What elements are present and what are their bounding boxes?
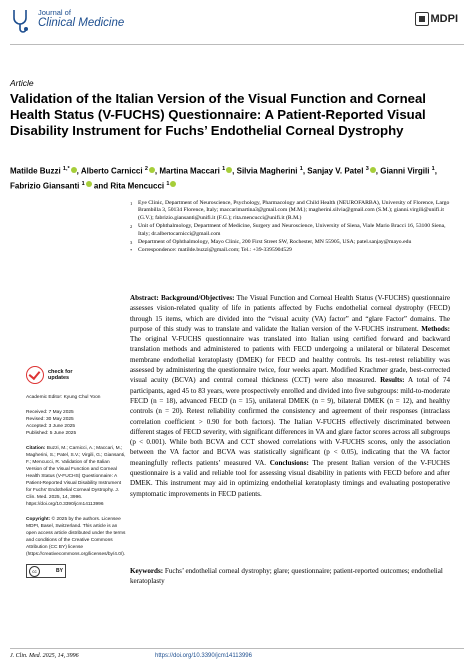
header-divider xyxy=(10,44,464,45)
footer-doi-link[interactable]: https://doi.org/10.3390/jcm14113996 xyxy=(155,653,252,659)
author-affiliation-mark: 1,* xyxy=(62,166,70,172)
abstract-section-heading: Background/Objectives: xyxy=(160,294,235,302)
affiliation-text: Correspondence: matilde.buzzi@gmail.com; Tel.: +39-3395904529 xyxy=(138,247,292,254)
updates-line2: updates xyxy=(48,375,70,381)
author-affiliation-mark: 1 xyxy=(431,166,435,172)
author-name[interactable]: Martina Maccari xyxy=(159,166,220,176)
article-type: Article xyxy=(10,78,34,88)
copyright-text: © 2025 by the authors. Licensee MDPI, Basel, Switzerland. This article is an open access article distributed under the terms and conditions of the Creative Commons Attribution (CC BY) license (https://creativecommons.org/licenses/by/4.0/). xyxy=(26,517,126,557)
orcid-icon[interactable] xyxy=(86,181,92,187)
abstract-section-heading: Results: xyxy=(380,376,405,385)
abstract-section-heading: Conclusions: xyxy=(269,458,309,467)
publisher-name: MDPI xyxy=(430,13,458,25)
affiliation-item xyxy=(130,200,455,222)
journal-name: Clinical Medicine xyxy=(38,17,125,29)
affiliation-number: 3 xyxy=(130,240,133,246)
author-affiliation-mark: 2 xyxy=(144,166,148,172)
author-name[interactable]: Matilde Buzzi xyxy=(10,166,61,176)
article-sidebar xyxy=(26,366,126,586)
revised-date: Revised: 30 May 2025 xyxy=(26,417,74,422)
affiliation-number: * xyxy=(130,248,133,254)
author-name[interactable]: Rita Mencucci xyxy=(110,181,165,191)
abstract-section-heading: Methods: xyxy=(421,324,450,333)
citation-block xyxy=(26,445,126,508)
orcid-icon[interactable] xyxy=(170,181,176,187)
accepted-date: Accepted: 3 June 2025 xyxy=(26,424,76,429)
affiliation-text: Eye Clinic, Department of Neuroscience, Psychology, Pharmacology and Child Health (NEUROFARBA), University of Florence, Largo Brambilla 3, 50134 Florence, Italy; maccarimartina3@gmail.com (M.M.); magherini.silvia@gmail.com (S.M.); gianni.virgili@unifi.it (G.V.); fabrizio.giansanti@unifi.it (F.G.); rita.mencucci@unifi.it (R.M.) xyxy=(138,200,450,221)
keywords-label: Keywords: xyxy=(130,567,164,575)
affiliations xyxy=(130,200,455,256)
author-affiliation-mark: 1 xyxy=(299,166,303,172)
author-name[interactable]: Sanjay V. Patel xyxy=(307,166,364,176)
author-name[interactable]: Alberto Carnicci xyxy=(80,166,143,176)
academic-editor: Academic Editor: Kyung Chul Yoon xyxy=(26,395,101,400)
cc-icon: cc xyxy=(29,566,40,577)
footer-divider xyxy=(10,648,464,649)
affiliation-number: 1 xyxy=(130,201,133,206)
author-list: Matilde Buzzi $^{1,*}$ , Alberto Carnicci $^2$ , Martina Maccari $^1$ , Silvia Magherini $^1$, Sanjay V. Patel $^3$ , Gianni Virgili $^1$, Fabrizio Giansanti $^1$ and Rita Mencucci $^1$ xyxy=(10,166,437,191)
journal-name-prefix: Journal of xyxy=(38,8,71,17)
updates-line1: check for xyxy=(48,368,73,375)
mdpi-mark-icon xyxy=(415,12,429,26)
abstract-label: Abstract: xyxy=(130,294,159,302)
citation-label: Citation: xyxy=(26,446,46,451)
affiliation-number: 2 xyxy=(130,224,133,230)
check-updates-icon xyxy=(26,366,44,384)
abstract-section-text: The Visual Function and Corneal Health Status (V-FUCHS) questionnaire assesses vision-related quality of life in patients affected by Fuchs endothelial corneal dystrophy (FECD) through 15 items, which are divided into the “visual acuity (VA) factor” and “glare Factor” domains. The purpose of this study was to translate and validate the Italian version of the V-FUCHS instrument. xyxy=(130,294,450,333)
journal-stethoscope-logo-icon xyxy=(10,8,30,34)
abstract xyxy=(130,293,450,499)
published-date: Published: 5 June 2025 xyxy=(26,431,77,436)
article-title: Validation of the Italian Version of the Visual Function and Corneal Health Status (V-FUCHS) Questionnaire: A Patient-Reported Visual Disability Instrument for Fuchs’ Endothelial Corneal Dystrophy xyxy=(10,91,426,138)
author-name[interactable]: Fabrizio Giansanti xyxy=(10,181,80,191)
affiliation-item xyxy=(130,223,455,238)
affiliation-item xyxy=(130,247,455,254)
dates xyxy=(26,409,126,437)
author-affiliation-mark: 1 xyxy=(81,180,85,187)
author-name[interactable]: Silvia Magherini xyxy=(236,166,298,176)
cc-by-license-badge[interactable] xyxy=(26,564,66,578)
check-for-updates-button[interactable] xyxy=(26,366,126,384)
affiliation-text: Unit of Ophthalmology, Department of Medicine, Surgery and Neuroscience, University of Siena, Viale Mario Bracci 16, 53100 Siena, Italy; dr.albertocarnicci@gmail.com xyxy=(138,223,446,237)
copyright-block xyxy=(26,516,126,578)
citation-text[interactable]: Buzzi, M.; Carnicci, A.; Maccari, M.; Magherini, S.; Patel, S.V.; Virgili, G.; Giansanti, F.; Mencucci, R. Validation of the Italian Version of the Visual Function and Corneal Health Status (V-FUCHS) Questionnaire: A Patient-Reported Visual Disability Instrument for Fuchs’ Endothelial Corneal Dystrophy. J. Clin. Med. 2025, 14, 3996. https://doi.org/10.3390/jcm14113996 xyxy=(26,446,126,507)
received-date: Received: 7 May 2025 xyxy=(26,410,74,415)
abstract-section-text: A total of 74 participants, aged 45 to 83 years, were prospectively enrolled and divided into five subgroups: mild-to-moderate FECD (n = 18), advanced FECD (n = 15), unilateral DMEK (n = 9), bilateral DMEK (n = 12), and healthy controls (n = 20). Retest reliability confirmed the consistency and agreement of their responses (intraclass correlation coefficient > 0.90 for both factors). The Italian V-FUCHS effectively discriminated between different stages of FECD severity, with significant differences in VA and glare factor scores across all subgroups (p < 0.001). While both BCVA and CCT showed correlations with V-FUCHS scores, only the association between the VA factor and BCVA was statistically significant (p < 0.05), indicating that the VA factor meaningfully reflects patients’ measured VA. xyxy=(130,376,450,467)
copyright-label: Copyright: xyxy=(26,517,51,522)
author-affiliation-mark: 1 xyxy=(222,166,226,172)
author-affiliation-mark: 3 xyxy=(365,166,369,172)
footer-citation: J. Clin. Med. 2025, 14, 3996 xyxy=(10,653,79,659)
affiliation-item xyxy=(130,239,455,246)
keywords-text: Fuchs’ endothelial corneal dystrophy; glare; questionnaire; patient-reported outcomes; endothelial keratoplasty xyxy=(130,567,443,586)
keywords xyxy=(130,566,450,587)
abstract-section-text: The present Italian version of the V-FUCHS questionnaire is a valid and reliable tool for assessing visual disability in patients with FECD before and after DMEK. This instrument may aid in optimizing endothelial keratoplasty timings and evaluating postoperative symptomatic improvements in FECD patients. xyxy=(130,458,451,498)
author-affiliation-mark: 1 xyxy=(166,180,170,187)
publisher-logo[interactable] xyxy=(415,12,459,26)
author-name[interactable]: Gianni Virgili xyxy=(380,166,430,176)
cc-by-label: BY xyxy=(56,567,63,574)
affiliation-text: Department of Ophthalmology, Mayo Clinic, 200 First Street SW, Rochester, MN 55905, USA; patel.sanjay@mayo.edu xyxy=(138,239,412,246)
abstract-section-text: The original V-FUCHS questionnaire was translated into Italian using certified forward and backward translation methods and administered to patients with FECD undergoing a unilateral or bilateral Descemet membrane endothelial keratoplasty (DMEK) for FECD and healthy controls. Its test–retest reliability was assessed by administering the questionnaire twice, four weeks apart. Modified Krachmer grade, best-corrected visual acuity (BCVA) and central corneal thickness (CCT) were also measured. xyxy=(130,335,450,385)
